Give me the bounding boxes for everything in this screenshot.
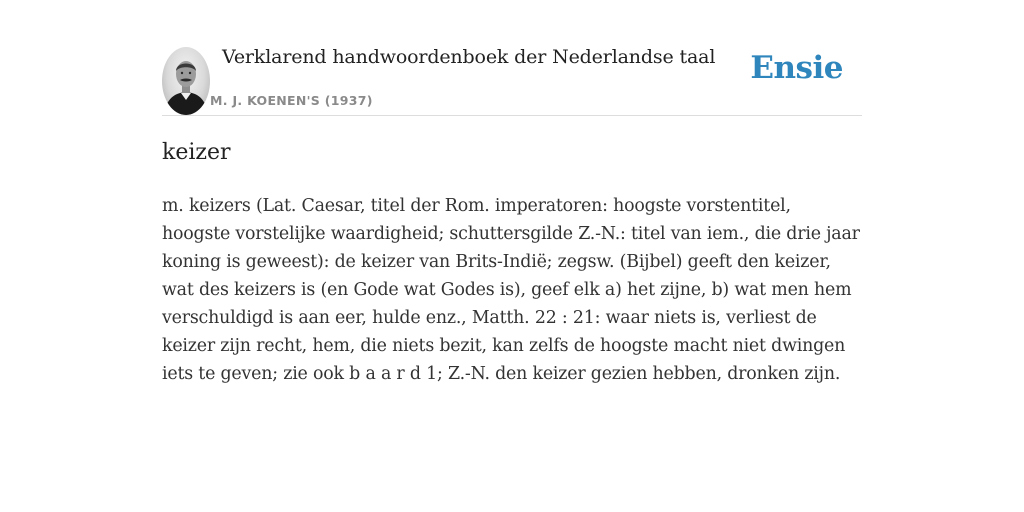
dictionary-header (162, 0, 862, 116)
ensie-logo-link[interactable]: Ensie (750, 50, 843, 86)
book-subtitle: M. J. KOENEN'S (1937) (210, 93, 373, 108)
entry-headword: keizer (162, 140, 231, 165)
content-container (162, 0, 862, 384)
book-title: Verklarend handwoordenboek der Nederlandse taal (222, 46, 716, 68)
author-portrait-icon (162, 47, 210, 115)
entry-definition: m. keizers (Lat. Caesar, titel der Rom. imperatoren: hoogste vorstentitel, hoogste vorstelijke waardigheid; schuttersgilde Z.-N.: titel van iem., die drie jaar koning is geweest): de keizer van Brits-Indië; zegsw. (Bijbel) geeft den keizer, wat des keizers is (en Gode wat Godes is), geef elk a) het zijne, b) wat men hem verschuldigd is aan eer, hulde enz., Matth. 22 : 21: waar niets is, verliest de keizer zijn recht, hem, die niets bezit, kan zelfs de hoogste macht niet dwingen iets te geven; zie ook b a a r d 1; Z.-N. den keizer gezien hebben, dronken zijn. (162, 196, 860, 384)
